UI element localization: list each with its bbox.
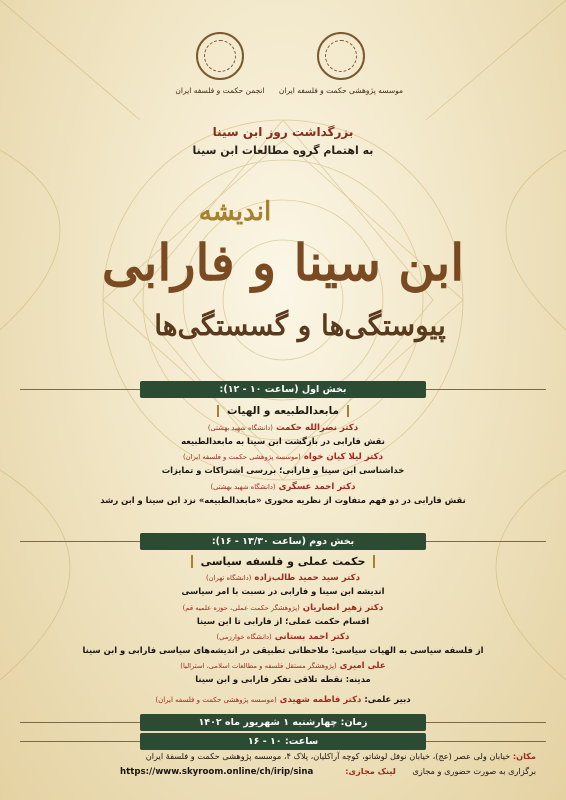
speaker-name: دکتر زهیر انصاریان [302,603,384,613]
talk-speaker [0,573,566,583]
session2-topic [0,555,566,568]
speaker-affiliation: (دانشگاه تهران) [206,574,252,582]
schedule-date-bar: زمان: چهارشنبه ۱ شهریور ماه ۱۴۰۲ [140,714,426,731]
session2-bar: بخش دوم (ساعت ۱۳/۳۰ - ۱۶): [140,533,426,550]
session2-topic-text: حکمت عملی و فلسفه سیاسی [191,555,376,568]
institute-caption: موسسه پژوهشی حکمت و فلسفه ایران [278,86,404,95]
session1-bar: بخش اول (ساعت ۱۰ - ۱۲): [140,381,426,398]
talk-speaker [0,632,566,642]
format-line [345,766,536,776]
link-label: لینک مجازی: [345,766,396,776]
talk-title: اندیشه ابن سینا و فارابی در نسبت با امر سیاسی [181,586,385,596]
scientific-secretary [0,695,566,705]
speaker-name: دکتر سید حمید طالب‌زاده [254,573,360,583]
venue-line [146,751,536,761]
venue-label: مکان: [512,751,536,761]
talk-title: از فلسفه سیاسی به الهیات سیاسی: ملاحظاتی تطبیقی در اندیشه‌های سیاسی فارابی و ابن سینا [82,645,484,655]
speaker-affiliation: (دانشگاه خوارزمی) [216,633,272,641]
talk-title: نقش فارابی در بازگشت ابن سینا به مابعدالطبیعه [181,436,385,446]
association-seal-icon [196,32,244,80]
secretary-label: دبیر علمی: [364,695,411,705]
speaker-affiliation: (موسسه پژوهشی حکمت و فلسفه ایران) [183,453,301,461]
talk-speaker [0,603,566,613]
institute-seal-icon [317,32,365,80]
calligraphy-word-sub: پیوستگی‌ها و گسستگی‌ها [154,309,446,342]
talk-title: مدینه: نقطه تلاقی تفکر فارابی و ابن سینا [195,674,371,684]
session1-topic [0,405,566,417]
speaker-name: دکتر لیلا کیان خواه [303,452,383,462]
secretary-name: دکتر فاطمه شهیدی [279,695,362,705]
talk-title: خداشناسی ابن سینا و فارابی؛ بررسی اشتراکات و تمایزات [161,465,405,475]
calligraphy-word-main: ابن سینا و فارابی [101,233,465,292]
secretary-affiliation: (موسسه پژوهشی حکمت و فلسفه ایران) [155,696,277,704]
talk-speaker [0,452,566,462]
virtual-link[interactable]: https://www.skyroom.online/ch/irip/sina [120,767,314,777]
speaker-name: دکتر نصرالله حکمت [275,423,359,433]
session1-topic-text: مابعدالطبیعه و الهیات [217,405,349,417]
format-text: برگزاری به صورت حضوری و مجازی [412,766,536,776]
speaker-affiliation: (دانشگاه شهید بهشتی) [207,424,273,432]
speaker-affiliation: (دانشگاه شهید بهشتی) [210,483,276,491]
speaker-name: دکتر احمد بستانی [274,632,350,642]
venue-address: خیابان ولی عصر (عج)، خیابان نوفل لوشاتو، کوچه آراکلیان، پلاک ۴، موسسه پژوهشی حکمت و فلسفهٔ ایران [145,751,511,761]
calligraphy-word-top: اندیشه [198,197,272,227]
talk-title: اقسام حکمت عملی؛ از فارابی تا ابن سینا [196,616,370,626]
association-logo [145,32,295,95]
event-title: بزرگداشت روز ابن سینا [212,125,354,139]
schedule-time-bar: ساعت: ۱۰ - ۱۶ [140,733,426,750]
talk-speaker [0,423,566,433]
talk-speaker [0,661,566,671]
speaker-name: علی امیری [339,661,386,671]
logos-row [0,32,566,114]
talk-speaker [0,482,566,492]
association-caption: انجمن حکمت و فلسفه ایران [175,86,265,95]
calligraphy-title [0,170,566,360]
speaker-name: دکتر احمد عسگری [278,482,356,492]
speaker-affiliation: (پژوهشگر حکمت عملی، حوزه علمیه قم) [182,604,300,612]
speaker-affiliation: (پژوهشگر مستقل فلسفه و مطالعات اسلامی، استرالیا) [180,662,337,670]
event-subtitle: به اهتمام گروه مطالعات ابن سینا [192,144,374,157]
talk-title: نقش فارابی در دو فهم متفاوت از نظریه محوری «مابعدالطبیعه» نزد ابن سینا و ابن رشد [100,495,466,505]
